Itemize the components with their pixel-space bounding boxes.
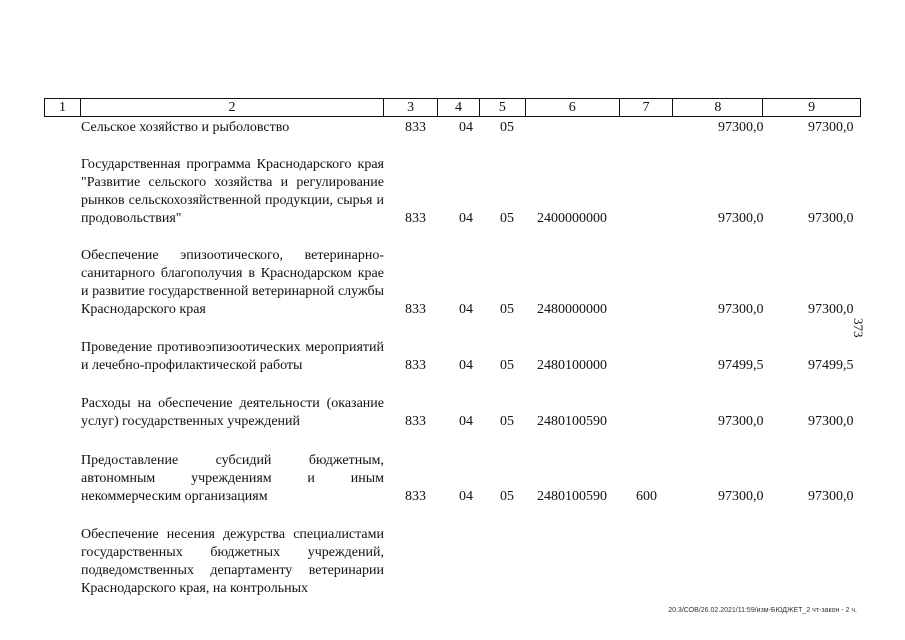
- row-col-5: 05: [500, 358, 514, 373]
- table-header: [44, 98, 861, 117]
- header-col-9: 9: [808, 100, 816, 115]
- row-name: Проведение противоэпизоотических мероприятий и лечебно-профилактической работы: [81, 340, 384, 373]
- row-col-6: 2400000000: [537, 211, 607, 226]
- row-col-8: 97300,0: [718, 211, 764, 226]
- row-col-3: 833: [405, 358, 426, 373]
- header-col-3: 3: [384, 99, 438, 116]
- header-col-5: 5: [480, 99, 526, 116]
- header-col-7: 7: [620, 99, 674, 116]
- row-col-9: 97300,0: [808, 120, 854, 135]
- row-col-6: 2480100590: [537, 489, 607, 504]
- row-name: Предоставление субсидий бюджетным, автономным учреждениям и иным некоммерческим организациям: [81, 453, 384, 504]
- row-col-9: 97300,0: [808, 211, 854, 226]
- row-col-5: 05: [500, 489, 514, 504]
- header-col-6: 6: [526, 99, 620, 116]
- row-col-7: 600: [636, 489, 657, 504]
- row-col-4: 04: [459, 302, 473, 317]
- row-name: Обеспечение несения дежурства специалистами государственных бюджетных учреждений, подведомственных департаменту ветеринарии Краснодарского края, на контрольных: [81, 527, 384, 596]
- row-col-4: 04: [459, 211, 473, 226]
- row-col-3: 833: [405, 302, 426, 317]
- row-col-4: 04: [459, 414, 473, 429]
- row-name: Государственная программа Краснодарского края "Развитие сельского хозяйства и регулирование рынков сельскохозяйственной продукции, сырья и продовольствия": [81, 157, 384, 226]
- row-col-6: 2480100000: [537, 358, 607, 373]
- row-col-3: 833: [405, 211, 426, 226]
- row-col-8: 97300,0: [718, 302, 764, 317]
- document-footer: 20.3/СОВ/26.02.2021/11:59/изм-БЮДЖЕТ_2 чт-закон - 2 ч.: [668, 607, 857, 614]
- header-col-2: 2: [81, 99, 384, 116]
- page-number: 373: [851, 318, 866, 338]
- row-name: Расходы на обеспечение деятельности (оказание услуг) государственных учреждений: [81, 396, 384, 429]
- row-col-3: 833: [405, 120, 426, 135]
- row-col-3: 833: [405, 414, 426, 429]
- row-col-5: 05: [500, 120, 514, 135]
- header-col-1: 1: [45, 99, 81, 116]
- row-name: Обеспечение эпизоотического, ветеринарно-санитарного благополучия в Краснодарском крае и развитие государственной ветеринарной службы Краснодарского края: [81, 248, 384, 317]
- row-col-9: 97499,5: [808, 358, 854, 373]
- row-col-9: 97300,0: [808, 414, 854, 429]
- row-col-8: 97300,0: [718, 120, 764, 135]
- row-col-8: 97499,5: [718, 358, 764, 373]
- row-col-8: 97300,0: [718, 489, 764, 504]
- row-col-8: 97300,0: [718, 414, 764, 429]
- row-col-5: 05: [500, 211, 514, 226]
- row-col-6: 2480000000: [537, 302, 607, 317]
- header-col-8: 8: [673, 99, 763, 116]
- row-name: Сельское хозяйство и рыболовство: [81, 120, 290, 135]
- row-col-5: 05: [500, 302, 514, 317]
- row-col-6: 2480100590: [537, 414, 607, 429]
- row-col-4: 04: [459, 489, 473, 504]
- row-col-3: 833: [405, 489, 426, 504]
- row-col-5: 05: [500, 414, 514, 429]
- row-col-4: 04: [459, 358, 473, 373]
- header-col-4: 4: [438, 99, 480, 116]
- row-col-9: 97300,0: [808, 489, 854, 504]
- row-col-4: 04: [459, 120, 473, 135]
- row-col-9: 97300,0: [808, 302, 854, 317]
